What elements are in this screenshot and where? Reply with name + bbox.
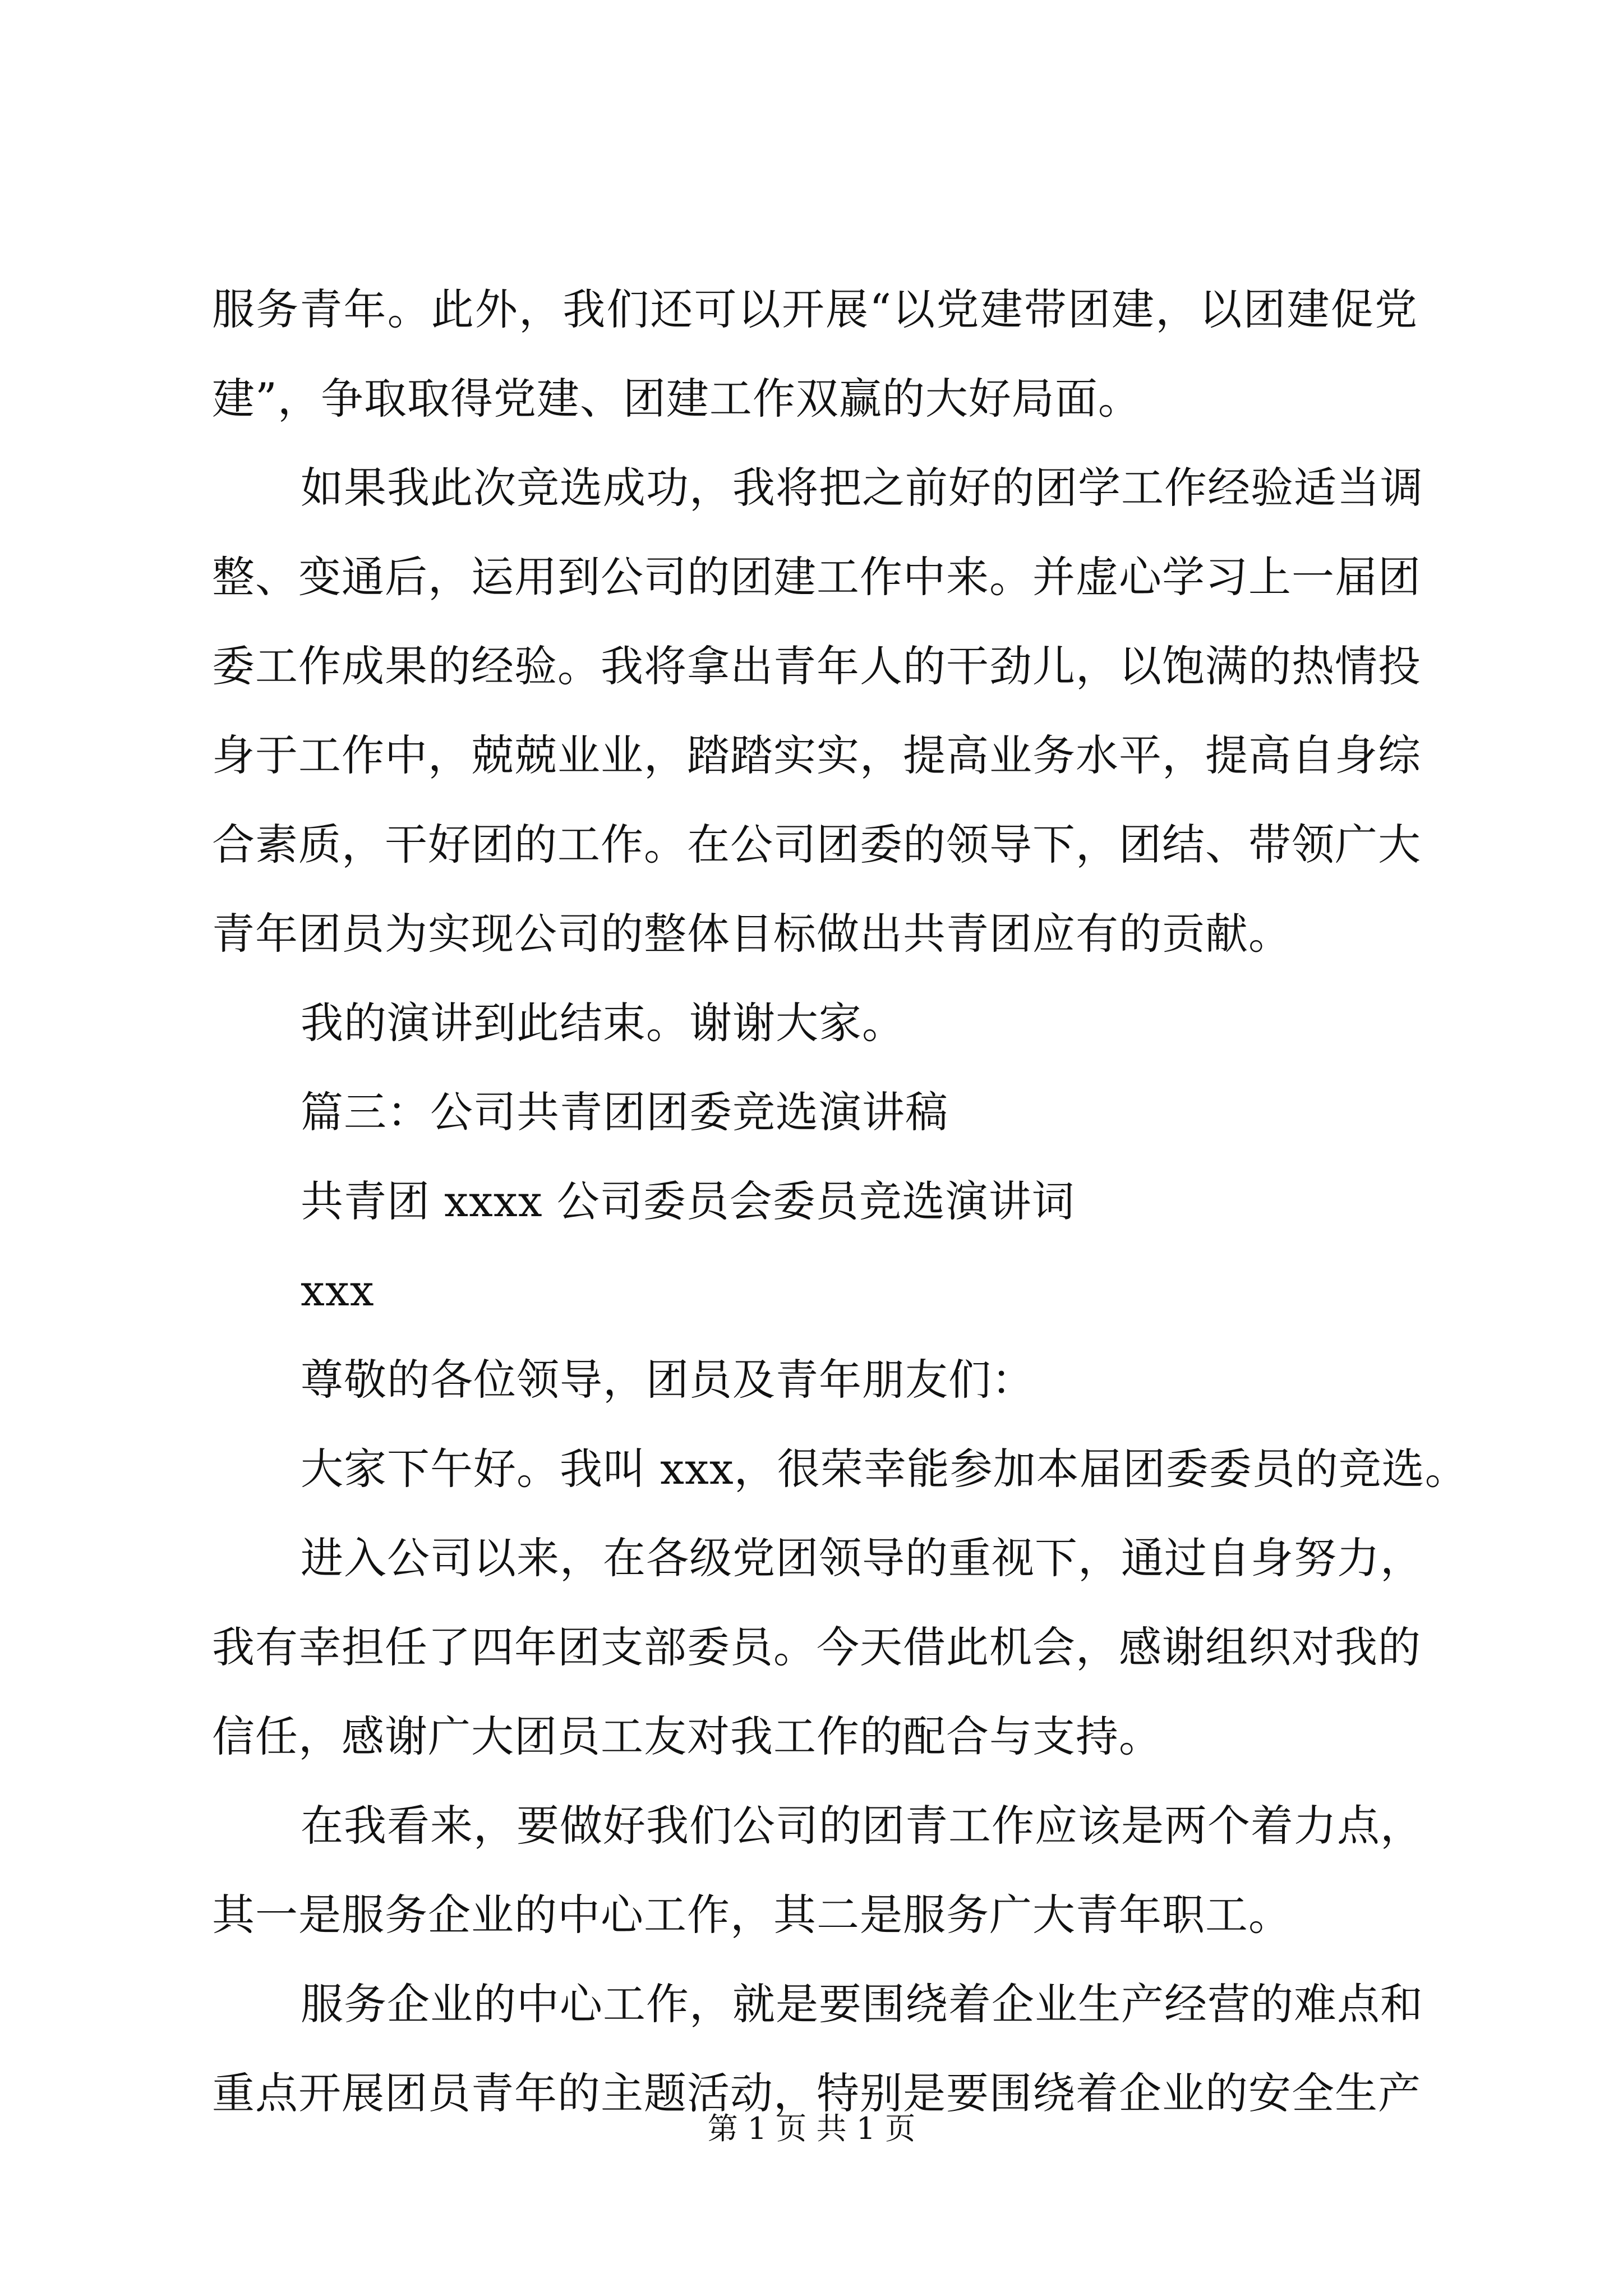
speaker-name: xxx [301, 1266, 375, 1315]
text-line: 服务企业的中心工作，就是要围绕着企业生产经营的难点和 [301, 1979, 1423, 2029]
salutation: 尊敬的各位领导，团员及青年朋友们： [301, 1355, 1035, 1405]
text-line: 建”，争取取得党建、团建工作双赢的大好局面。 [212, 374, 1141, 424]
text-line: 进入公司以来，在各级党团领导的重视下，通过自身努力， [301, 1533, 1423, 1583]
text-line: 青年团员为实现公司的整体目标做出共青团应有的贡献。 [212, 909, 1292, 959]
text-line: 重点开展团员青年的主题活动，特别是要围绕着企业的安全生产 [212, 2068, 1421, 2118]
text-line: 服务青年。此外，我们还可以开展“以党建带团建，以团建促党 [212, 284, 1418, 334]
text-line: 我的演讲到此结束。谢谢大家。 [301, 998, 905, 1048]
text-line: 委工作成果的经验。我将拿出青年人的干劲儿，以饱满的热情投 [212, 641, 1421, 691]
text-line: 其一是服务企业的中心工作，其二是服务广大青年职工。 [212, 1890, 1292, 1940]
text-line: 整、变通后，运用到公司的团建工作中来。并虚心学习上一届团 [212, 552, 1421, 602]
text-line: 身于工作中，兢兢业业，踏踏实实，提高业务水平，提高自身综 [212, 730, 1421, 780]
text-line: 合素质，干好团的工作。在公司团委的领导下，团结、带领广大 [212, 820, 1421, 869]
document-body [212, 265, 1468, 2138]
text-line: 如果我此次竞选成功，我将把之前好的团学工作经验适当调 [301, 463, 1423, 513]
section-heading: 篇三：公司共青团团委竞选演讲稿 [301, 1087, 948, 1137]
speech-title: 共青团 xxxx 公司委员会委员竞选演讲词 [301, 1176, 1075, 1226]
text-line: 我有幸担任了四年团支部委员。今天借此机会，感谢组织对我的 [212, 1622, 1421, 1672]
text-line: 在我看来，要做好我们公司的团青工作应该是两个着力点， [301, 1801, 1423, 1851]
text-line: 大家下午好。我叫 xxx，很荣幸能参加本届团委委员的竞选。 [301, 1444, 1468, 1494]
page-number-footer: 第 1 页 共 1 页 [707, 2111, 916, 2146]
text-line: 信任，感谢广大团员工友对我工作的配合与支持。 [212, 1711, 1162, 1761]
